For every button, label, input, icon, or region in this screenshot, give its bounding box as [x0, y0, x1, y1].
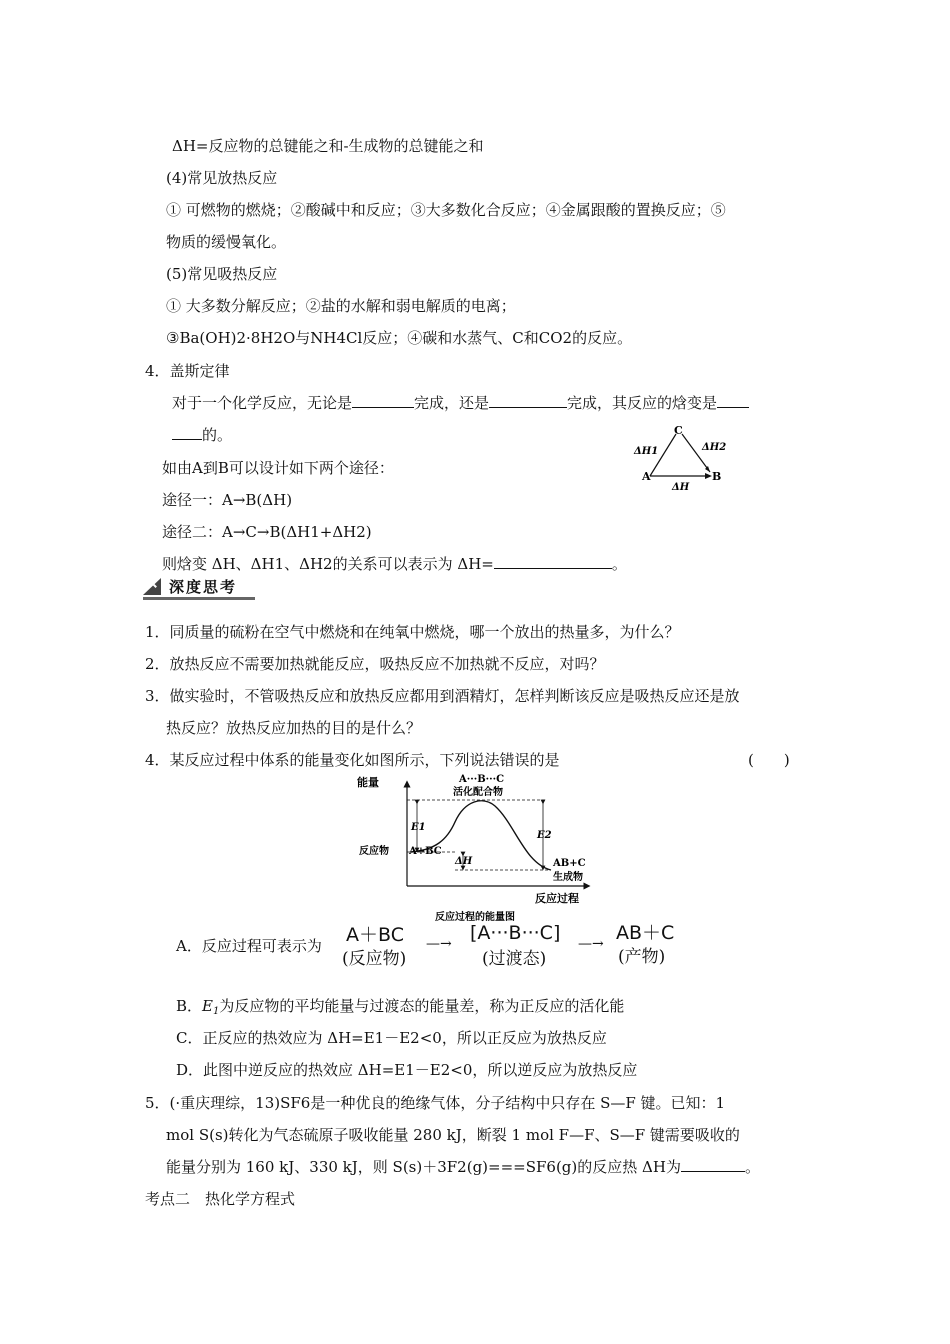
x-axis-label: 反应过程: [535, 892, 579, 905]
text-fragment: 的。: [202, 426, 233, 444]
option-b: [176, 996, 624, 1022]
text-line: (5)常见吸热反应: [166, 265, 278, 283]
answer-paren: ( ): [748, 751, 790, 769]
question-5: 5．(·重庆理综，13)SF6是一种优良的绝缘气体，分子结构中只存在 S—F 键。已知：1: [145, 1094, 726, 1112]
vertex-c-label: C: [674, 424, 683, 437]
vertex-b-label: B: [712, 470, 722, 483]
dh-label: ΔH: [455, 856, 473, 867]
text-fragment: 为反应物的平均能量与过渡态的能量差，称为正反应的活化能: [219, 997, 625, 1015]
fill-blank[interactable]: [352, 393, 414, 408]
dh2-label: ΔH2: [702, 442, 727, 453]
question-4: 4．某反应过程中体系的能量变化如图所示，下列说法错误的是: [145, 751, 560, 769]
e2-label: E2: [537, 830, 552, 841]
vertex-a-label: A: [642, 470, 651, 483]
text-line: ① 大多数分解反应；②盐的水解和弱电解质的电离；: [166, 297, 516, 315]
reaction-scheme: [340, 920, 680, 969]
text-line: [162, 554, 627, 574]
transition-state-label: A···B···C: [459, 774, 505, 785]
text-line: 物质的缓慢氧化。: [166, 233, 287, 251]
text-fragment: 。: [744, 1158, 760, 1176]
scheme-product-label: (产物): [618, 947, 666, 967]
text-line: 如由A到B可以设计如下两个途径：: [162, 459, 394, 477]
hess-triangle-diagram: [632, 420, 732, 492]
energy-diagram: [355, 768, 605, 928]
text-line: 途径二：A→C→B(ΔH1+ΔH2): [162, 523, 372, 541]
reactant-label: 反应物: [359, 846, 389, 857]
text-line: ΔH=反应物的总键能之和-生成物的总键能之和: [172, 137, 484, 155]
scheme-arrow-2: —→: [578, 936, 604, 952]
question-1: 1．同质量的硫粉在空气中燃烧和在纯氧中燃烧，哪一个放出的热量多，为什么？: [145, 623, 680, 641]
reactant-formula: A+BC: [409, 846, 442, 857]
fill-blank[interactable]: [172, 425, 202, 440]
fill-blank[interactable]: [717, 393, 749, 408]
text-fragment: 则焓变 ΔH、ΔH1、ΔH2的关系可以表示为 ΔH=: [162, 555, 494, 573]
section-heading: 4．盖斯定律: [145, 362, 230, 380]
dh1-label: ΔH1: [634, 446, 659, 457]
text-fragment: 对于一个化学反应，无论是: [172, 394, 353, 412]
section-header-deep-thinking: [143, 575, 255, 600]
text-fragment: 。: [611, 555, 627, 573]
product-label: 生成物: [553, 872, 583, 883]
text-line: [172, 393, 749, 413]
dh-label: ΔH: [672, 482, 690, 492]
scheme-product: AB＋C: [616, 922, 675, 944]
e1-symbol: $E_1$: [202, 997, 220, 1017]
scheme-transition: [A···B···C]: [470, 922, 561, 944]
text-fragment: B．: [176, 997, 203, 1015]
text-line: [172, 425, 232, 445]
text-fragment: 完成，还是: [414, 394, 490, 412]
question-5-cont: [166, 1157, 760, 1177]
question-5-cont: mol S(s)转化为气态硫原子吸收能量 280 kJ，断裂 1 mol F—F、S—F 键需要吸收的: [166, 1126, 740, 1144]
scheme-transition-label: (过渡态): [482, 949, 547, 969]
e1-label: E1: [411, 822, 426, 833]
option-a: A．反应过程可表示为: [176, 937, 322, 955]
y-axis-label: 能量: [357, 776, 379, 789]
question-3: 3．做实验时，不管吸热反应和放热反应都用到酒精灯，怎样判断该反应是吸热反应还是放: [145, 687, 740, 705]
question-2: 2．放热反应不需要加热就能反应，吸热反应不加热就不反应，对吗？: [145, 655, 605, 673]
question-3-cont: 热反应？放热反应加热的目的是什么？: [166, 719, 422, 737]
text-fragment: 能量分别为 160 kJ、330 kJ，则 S(s)＋3F2(g)===SF6(g)的反应热 ΔH为: [166, 1158, 681, 1176]
section-header-rule: [143, 597, 255, 600]
energy-curve: [411, 801, 551, 870]
option-c: C．正反应的热效应为 ΔH=E1－E2<0，所以正反应为放热反应: [176, 1029, 607, 1047]
text-line: (4)常见放热反应: [166, 169, 278, 187]
option-d: D．此图中逆反应的热效应 ΔH=E1－E2<0，所以逆反应为放热反应: [176, 1061, 638, 1079]
text-line: 途径一：A→B(ΔH): [162, 491, 293, 509]
scheme-reactant: A＋BC: [346, 924, 404, 946]
scheme-arrow-1: —→: [426, 936, 452, 952]
scheme-reactant-label: (反应物): [342, 949, 407, 969]
text-line: ③Ba(OH)2·8H2O与NH4Cl反应；④碳和水蒸气、C和CO2的反应。: [166, 329, 633, 347]
triangle-marker-icon: [143, 578, 161, 595]
text-line: ① 可燃物的燃烧；②酸碱中和反应；③大多数化合反应；④金属跟酸的置换反应；⑤: [166, 201, 726, 219]
product-formula: AB+C: [553, 858, 586, 869]
section-header-title: 深度思考: [169, 578, 238, 596]
text-fragment: 完成，其反应的焓变是: [567, 394, 718, 412]
fill-blank[interactable]: [681, 1157, 745, 1172]
fill-blank[interactable]: [494, 554, 612, 569]
fill-blank[interactable]: [489, 393, 567, 408]
topic-heading: 考点二 热化学方程式: [145, 1190, 296, 1208]
activated-complex-label: 活化配合物: [453, 787, 503, 798]
diagram-caption: 反应过程的能量图: [435, 912, 515, 923]
